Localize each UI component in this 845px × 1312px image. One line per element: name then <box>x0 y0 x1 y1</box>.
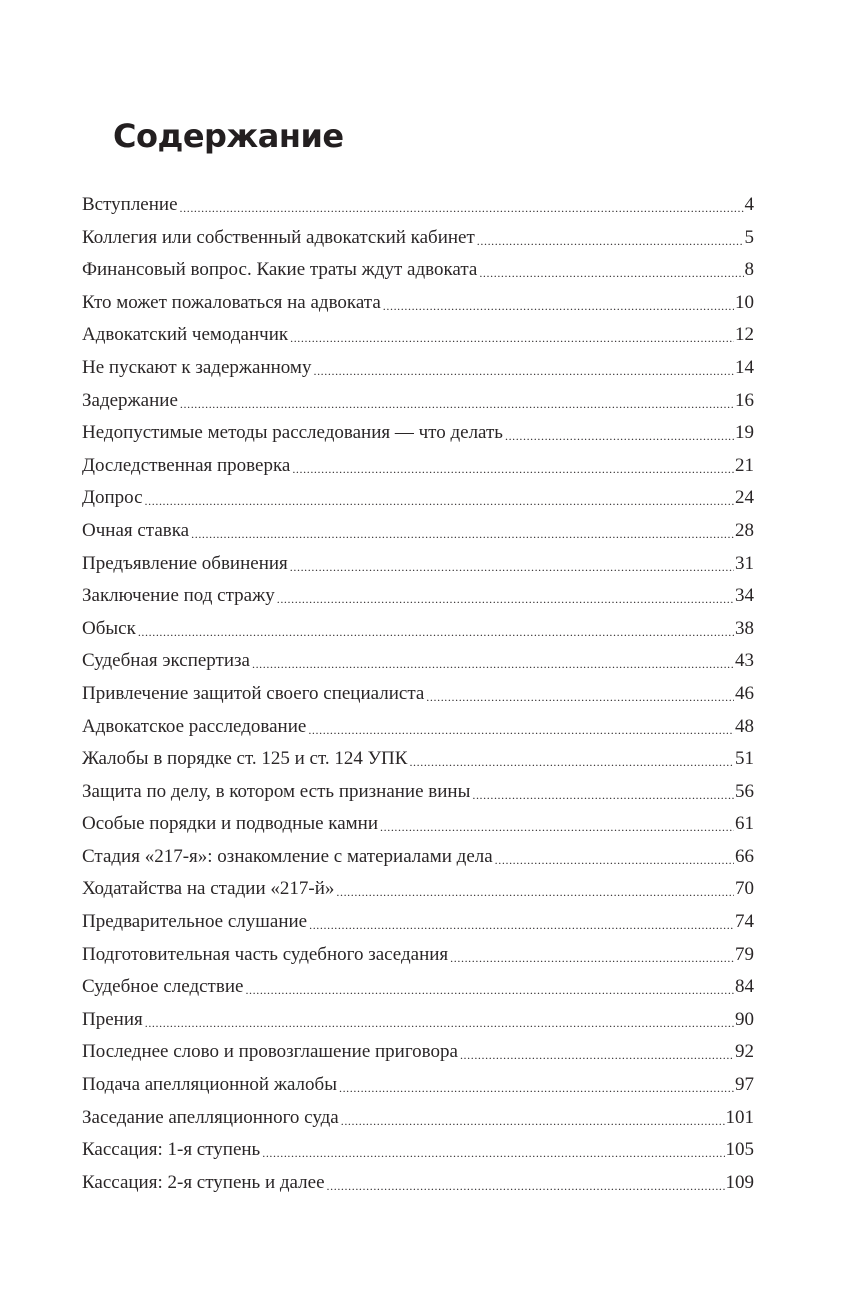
toc-entry-title: Обыск <box>82 617 136 639</box>
toc-entry-title: Предъявление обвинения <box>82 552 288 574</box>
dot-leader <box>180 201 744 220</box>
dot-leader <box>450 951 734 970</box>
toc-entry-page-number: 31 <box>735 552 754 574</box>
dot-leader <box>472 788 734 807</box>
toc-entry-title: Последнее слово и провозглашение приговора <box>82 1041 458 1063</box>
toc-entry-page-number: 109 <box>725 1171 754 1193</box>
toc-entry[interactable] <box>82 194 754 227</box>
toc-entry-page-number: 84 <box>735 976 754 998</box>
dot-leader <box>505 429 734 448</box>
toc-entry-title: Адвокатское расследование <box>82 715 307 737</box>
toc-entry[interactable] <box>82 911 754 944</box>
toc-entry-page-number: 56 <box>735 780 754 802</box>
toc-entry-page-number: 14 <box>735 356 754 378</box>
toc-entry[interactable] <box>82 1139 754 1172</box>
toc-entry-title: Заседание апелляционного суда <box>82 1106 339 1128</box>
toc-entry[interactable] <box>82 227 754 260</box>
toc-entry-title: Подготовительная часть судебного заседания <box>82 943 449 965</box>
toc-entry[interactable] <box>82 813 754 846</box>
dot-leader <box>495 853 734 872</box>
dot-leader <box>145 494 734 513</box>
toc-entry[interactable] <box>82 781 754 814</box>
toc-entry-page-number: 105 <box>725 1139 754 1161</box>
dot-leader <box>290 331 734 350</box>
dot-leader <box>262 1146 724 1165</box>
toc-entry-page-number: 12 <box>735 324 754 346</box>
toc-entry-page-number: 38 <box>735 617 754 639</box>
dot-leader <box>309 918 734 937</box>
toc-entry-page-number: 16 <box>735 389 754 411</box>
dot-leader <box>336 885 734 904</box>
dot-leader <box>180 397 734 416</box>
toc-entry[interactable] <box>82 976 754 1009</box>
toc-entry[interactable] <box>82 292 754 325</box>
toc-entry-page-number: 70 <box>735 878 754 900</box>
dot-leader <box>341 1114 725 1133</box>
toc-entry-title: Стадия «217-я»: ознакомление с материалами дела <box>82 845 493 867</box>
toc-entry[interactable] <box>82 944 754 977</box>
toc-entry-title: Коллегия или собственный адвокатский кабинет <box>82 226 475 248</box>
toc-entry-title: Недопустимые методы расследования — что делать <box>82 422 503 444</box>
toc-entry[interactable] <box>82 878 754 911</box>
toc-entry-title: Предварительное слушание <box>82 911 308 933</box>
toc-entry[interactable] <box>82 487 754 520</box>
toc-entry-title: Жалобы в порядке ст. 125 и ст. 124 УПК <box>82 748 408 770</box>
toc-entry[interactable] <box>82 650 754 683</box>
dot-leader <box>290 560 734 579</box>
toc-entry-title: Очная ставка <box>82 519 190 541</box>
dot-leader <box>383 299 734 318</box>
toc-entry[interactable] <box>82 1172 754 1205</box>
toc-entry-title: Кассация: 1-я ступень <box>82 1139 261 1161</box>
toc-entry-page-number: 97 <box>735 1074 754 1096</box>
toc-entry-page-number: 90 <box>735 1008 754 1030</box>
dot-leader <box>409 755 734 774</box>
toc-entry[interactable] <box>82 259 754 292</box>
toc-entry-page-number: 34 <box>735 585 754 607</box>
toc-entry[interactable] <box>82 748 754 781</box>
toc-entry-title: Прения <box>82 1008 143 1030</box>
toc-entry-page-number: 10 <box>735 291 754 313</box>
toc-entry-page-number: 28 <box>735 519 754 541</box>
dot-leader <box>292 462 734 481</box>
dot-leader <box>426 690 734 709</box>
dot-leader <box>145 1016 734 1035</box>
toc-entry[interactable] <box>82 520 754 553</box>
toc-entry-title: Ходатайства на стадии «217-й» <box>82 878 335 900</box>
toc-entry-page-number: 19 <box>735 422 754 444</box>
toc-entry[interactable] <box>82 1074 754 1107</box>
toc-entry[interactable] <box>82 390 754 423</box>
toc-entry-page-number: 61 <box>735 813 754 835</box>
dot-leader <box>252 657 734 676</box>
toc-entry[interactable] <box>82 455 754 488</box>
toc-entry-title: Адвокатский чемоданчик <box>82 324 289 346</box>
dot-leader <box>138 625 734 644</box>
dot-leader <box>308 723 734 742</box>
toc-entry-page-number: 74 <box>735 911 754 933</box>
dot-leader <box>277 592 734 611</box>
toc-entry-page-number: 8 <box>744 259 754 281</box>
toc-entry-title: Привлечение защитой своего специалиста <box>82 682 425 704</box>
toc-entry-title: Допрос <box>82 487 143 509</box>
toc-entry-title: Особые порядки и подводные камни <box>82 813 379 835</box>
dot-leader <box>191 527 734 546</box>
toc-entry-title: Судебная экспертиза <box>82 650 250 672</box>
toc-entry-page-number: 92 <box>735 1041 754 1063</box>
toc-entry-page-number: 21 <box>735 454 754 476</box>
toc-entry-title: Кто может пожаловаться на адвоката <box>82 291 381 313</box>
toc-entry-page-number: 48 <box>735 715 754 737</box>
toc-entry[interactable] <box>82 553 754 586</box>
toc-entry[interactable] <box>82 357 754 390</box>
toc-entry[interactable] <box>82 1107 754 1140</box>
toc-entry-title: Доследственная проверка <box>82 454 291 476</box>
toc-entry-title: Судебное следствие <box>82 976 244 998</box>
toc-entry-page-number: 51 <box>735 748 754 770</box>
toc-entry-page-number: 66 <box>735 845 754 867</box>
dot-leader <box>245 983 734 1002</box>
toc-entry-title: Заключение под стражу <box>82 585 275 607</box>
toc-entry[interactable] <box>82 846 754 879</box>
toc-entry-title: Не пускают к задержанному <box>82 356 312 378</box>
toc-entry-page-number: 101 <box>725 1106 754 1128</box>
dot-leader <box>380 820 734 839</box>
toc-entry-title: Кассация: 2-я ступень и далее <box>82 1171 325 1193</box>
toc-entry[interactable] <box>82 716 754 749</box>
dot-leader <box>477 234 744 253</box>
dot-leader <box>327 1179 725 1198</box>
dot-leader <box>460 1048 734 1067</box>
toc-entry-page-number: 43 <box>735 650 754 672</box>
toc-entry[interactable] <box>82 683 754 716</box>
toc-entry[interactable] <box>82 585 754 618</box>
toc-entry-title: Защита по делу, в котором есть признание вины <box>82 780 471 802</box>
toc-entry-page-number: 79 <box>735 943 754 965</box>
dot-leader <box>479 266 743 285</box>
table-of-contents <box>82 194 754 1204</box>
toc-entry-page-number: 4 <box>744 194 754 215</box>
toc-entry-title: Подача апелляционной жалобы <box>82 1074 337 1096</box>
page-title: Содержание <box>113 117 344 155</box>
toc-entry-page-number: 24 <box>735 487 754 509</box>
toc-entry[interactable] <box>82 324 754 357</box>
toc-entry[interactable] <box>82 618 754 651</box>
toc-entry-page-number: 46 <box>735 682 754 704</box>
dot-leader <box>339 1081 734 1100</box>
toc-entry-page-number: 5 <box>744 226 754 248</box>
toc-entry[interactable] <box>82 1009 754 1042</box>
toc-entry-title: Вступление <box>82 194 178 215</box>
toc-entry[interactable] <box>82 422 754 455</box>
toc-entry-title: Задержание <box>82 389 178 411</box>
dot-leader <box>313 364 734 383</box>
toc-entry[interactable] <box>82 1041 754 1074</box>
toc-entry-title: Финансовый вопрос. Какие траты ждут адвоката <box>82 259 478 281</box>
